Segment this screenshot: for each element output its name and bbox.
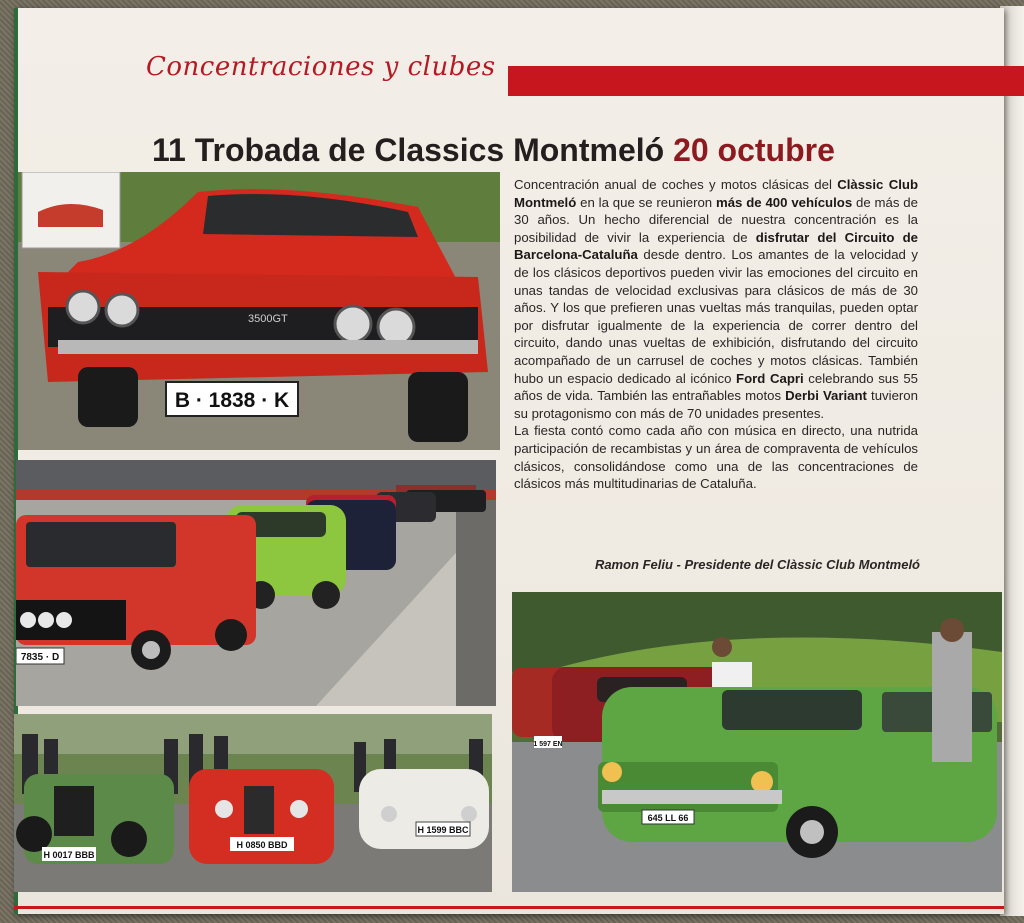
article-text: celebrando sus 55 años de vida. También las entrañables motos [514, 370, 919, 404]
page-title [152, 132, 835, 169]
license-plate-3c: H 1599 BBC [417, 825, 469, 835]
article-text: de más de 30 años. Un hecho diferencial de nuestra concentración es la posibilidad de vivir la experiencia de [514, 194, 918, 245]
article-body [514, 176, 918, 493]
license-plate-2: 7835 · D [20, 652, 60, 663]
article-bold-circuit: disfrutar del Circuito de Barcelona-Cataluña [514, 229, 918, 263]
article-text: en la que se reunieron [576, 194, 716, 210]
headline-title: 11 Trobada de Classics Montmeló [152, 132, 665, 168]
headline-date: 20 octubre [673, 132, 835, 168]
license-plate: B · 1838 · K [174, 389, 290, 412]
license-plate-3b: H 0850 BBD [236, 840, 288, 850]
license-plate-3a: H 0017 BBB [43, 850, 95, 860]
article-text: desde dentro. Los amantes de la velocidad y de los clásicos deportivos pueden vivir las emociones del circuito en unas tandas de velocidad exclusivas para clásicos de más de 30 años. Y los que prefieren unas vueltas más tranquilas, pueden optar por disfrutar igualmente de la experiencia de correr dentro del circuito, dando unas vueltas de exhibición, disfrutando del circuito acompañado de un carrusel de coches y motos clásicas. También hubo un espacio dedicado al icónico [514, 247, 918, 386]
car-badge: 3500GT [248, 313, 288, 325]
article-bold-count: más de 400 vehículos [715, 194, 853, 210]
article-bold-capri: Ford Capri [736, 370, 804, 386]
photo-ford-capri [512, 592, 1002, 892]
article-text: tuvieron su protagonismo con más de 70 unidades presentes. [514, 388, 918, 421]
article-paragraph-1 [514, 176, 918, 422]
article-bold-club: Clàssic Club Montmeló [514, 177, 918, 210]
section-red-bar [508, 66, 1024, 96]
bottom-red-rule [14, 906, 1004, 909]
photo-cars-row [16, 460, 496, 706]
photo-roadsters [14, 714, 492, 892]
section-title: Concentraciones y clubes [146, 52, 496, 82]
article-text: Concentración anual de coches y motos clásicas del [514, 177, 838, 192]
license-plate-4b: 645 LL 66 [647, 813, 689, 823]
article-bold-derbi: Derbi Variant [785, 388, 867, 404]
article-paragraph-2: La fiesta contó como cada año con música en directo, una nutrida participación de recambistas y un área de compraventa de vehículos clásicos, consolidándose como una de las concentraciones de clásicos más multitudinarias de Cataluña. [514, 423, 918, 492]
license-plate-4a: 1 597 EN [533, 741, 563, 748]
photo-red-coupe [18, 172, 500, 450]
article-signature: Ramon Feliu - Presidente del Clàssic Club Montmeló [594, 557, 920, 572]
